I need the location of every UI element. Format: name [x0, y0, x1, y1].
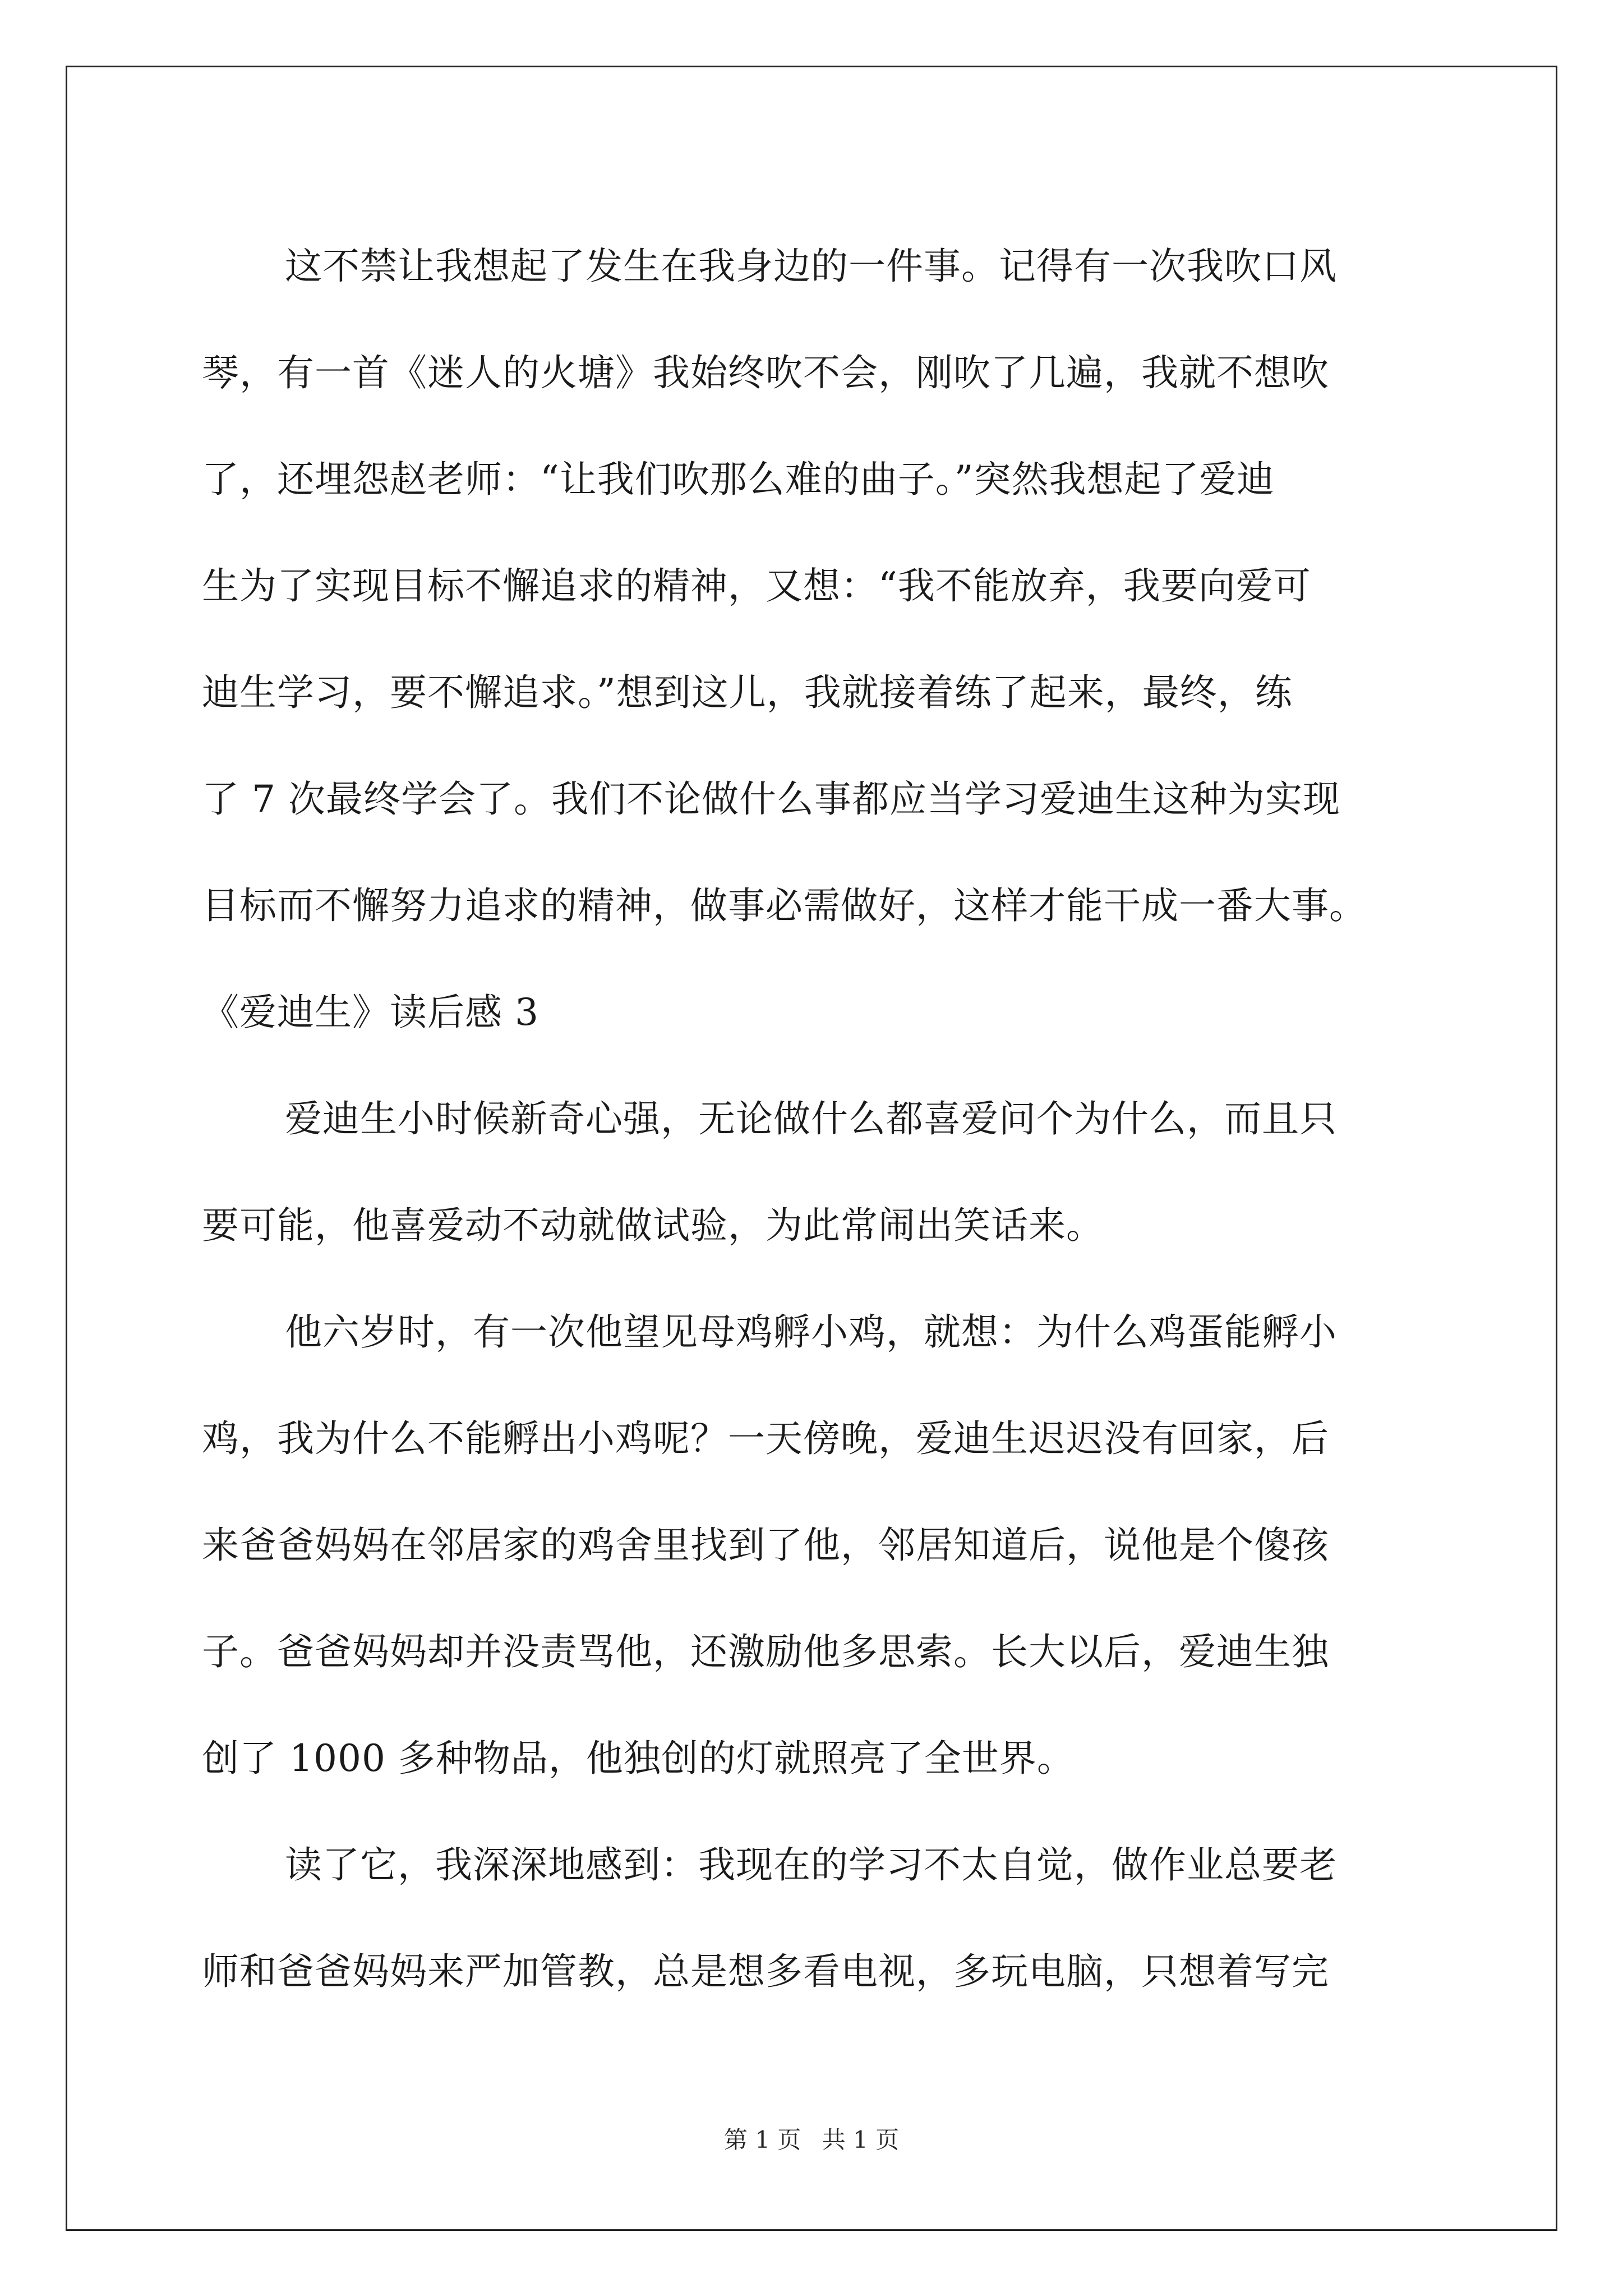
text-line: 生为了实现目标不懈追求的精神，又想：“我不能放弃，我要向爱可 [202, 564, 1311, 608]
paragraph [202, 213, 1430, 959]
text-line: 读了它，我深深地感到：我现在的学习不太自觉，做作业总要老 [285, 1843, 1337, 1887]
page-footer [0, 2123, 1623, 2157]
page-total: 共 1 页 [822, 2126, 900, 2154]
text-line: 迪生学习，要不懈追求。”想到这儿，我就接着练了起来，最终，练 [202, 671, 1293, 714]
text-line: 他六岁时，有一次他望见母鸡孵小鸡，就想：为什么鸡蛋能孵小 [285, 1310, 1337, 1354]
paragraph [202, 1812, 1430, 2025]
text-line: 了，还埋怨赵老师：“让我们吹那么难的曲子。”突然我想起了爱迪 [202, 458, 1275, 501]
text-line: 创了 1000 多种物品，他独创的灯就照亮了全世界。 [202, 1737, 1075, 1780]
text-line: 目标而不懈努力追求的精神，做事必需做好，这样才能干成一番大事。 [202, 884, 1367, 927]
text-line: 来爸爸妈妈在邻居家的鸡舍里找到了他，邻居知道后，说他是个傻孩 [202, 1524, 1329, 1567]
document-body [202, 213, 1430, 2025]
paragraph [202, 1066, 1430, 1279]
heading-text: 《爱迪生》读后感 3 [202, 991, 539, 1034]
text-line: 了 7 次最终学会了。我们不论做什么事都应当学习爱迪生这种为实现 [202, 777, 1340, 821]
text-line: 师和爸爸妈妈来严加管教，总是想多看电视，多玩电脑，只想着写完 [202, 1950, 1329, 1993]
text-line: 这不禁让我想起了发生在我身边的一件事。记得有一次我吹口风 [285, 245, 1337, 288]
paragraph [202, 1279, 1430, 1812]
section-heading [202, 959, 1430, 1066]
text-line: 鸡，我为什么不能孵出小鸡呢？一天傍晚，爱迪生迟迟没有回家，后 [202, 1417, 1329, 1460]
text-line: 爱迪生小时候新奇心强，无论做什么都喜爱问个为什么，而且只 [285, 1097, 1337, 1140]
text-line: 要可能，他喜爱动不动就做试验，为此常闹出笑话来。 [202, 1204, 1104, 1247]
page-number: 第 1 页 [723, 2126, 801, 2154]
text-line: 子。爸爸妈妈却并没责骂他，还激励他多思索。长大以后，爱迪生独 [202, 1630, 1329, 1673]
text-line: 琴，有一首《迷人的火塘》我始终吹不会，刚吹了几遍，我就不想吹 [202, 351, 1329, 394]
